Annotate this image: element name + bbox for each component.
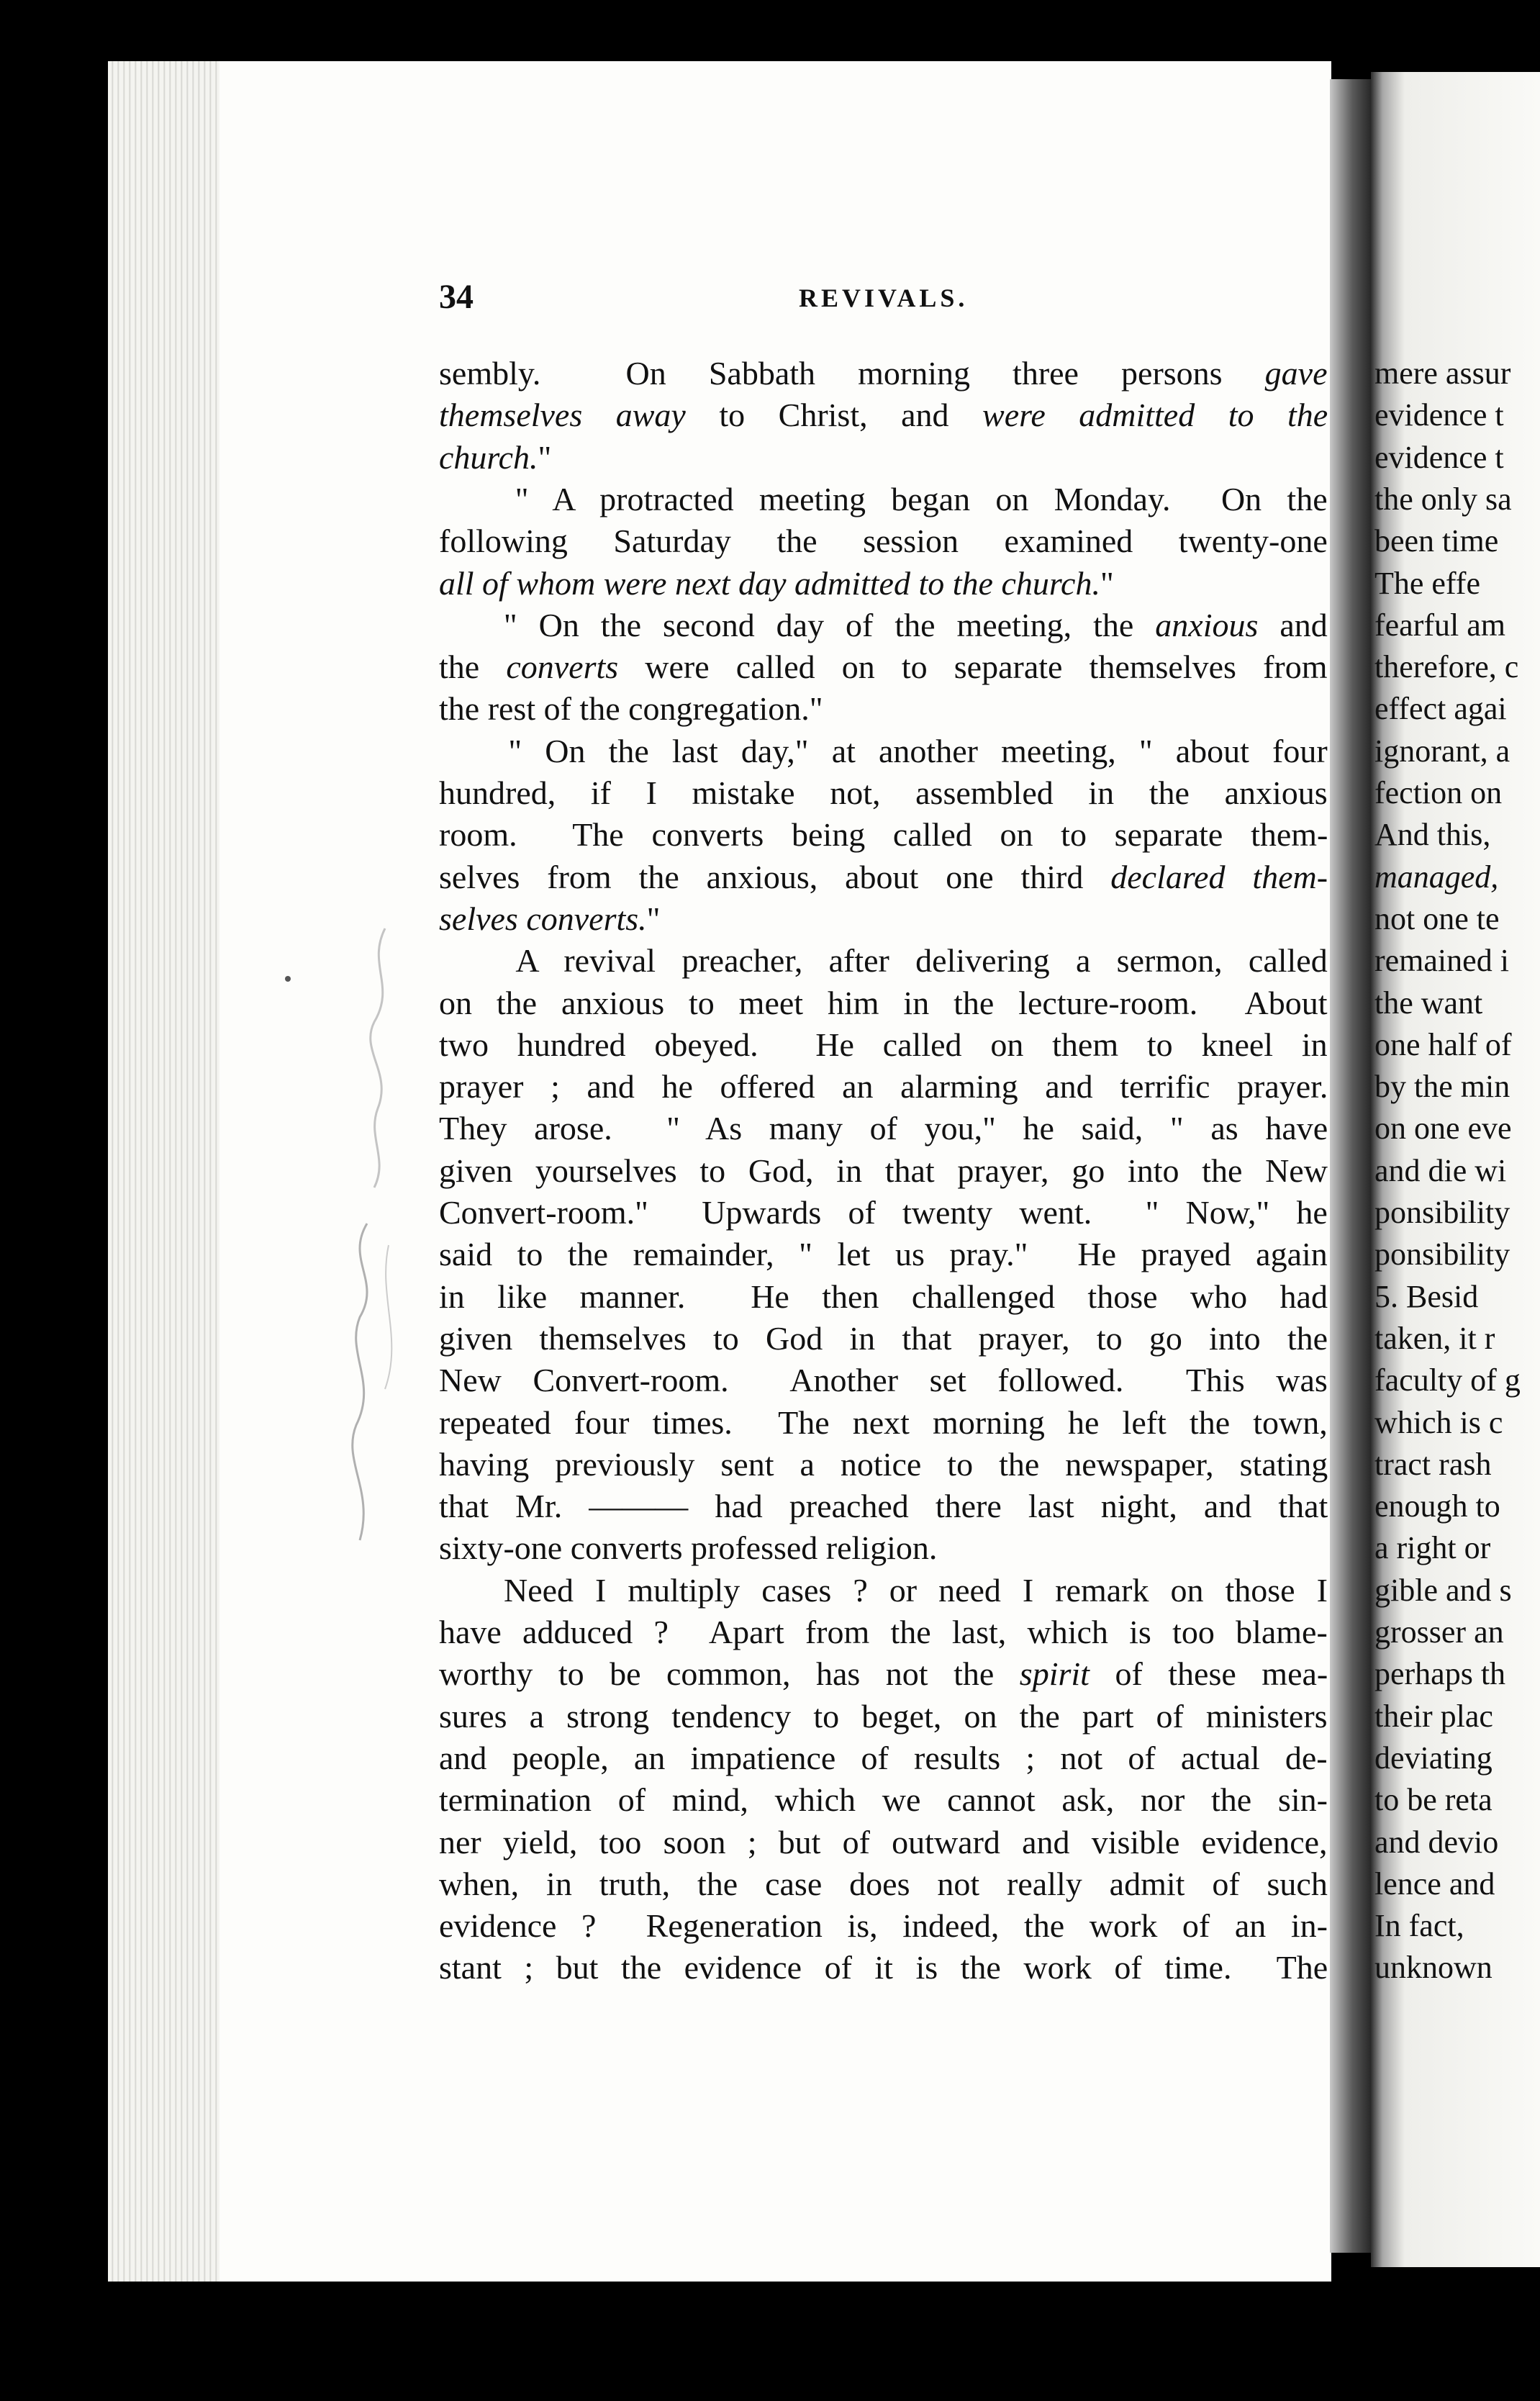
text-segment: ponsibility bbox=[1374, 1236, 1510, 1272]
text-line bbox=[439, 1947, 1328, 1989]
right-page-text-line bbox=[1374, 605, 1505, 646]
right-page-text-line bbox=[1374, 1234, 1510, 1275]
text-segment: ponsibility bbox=[1374, 1195, 1510, 1230]
text-line bbox=[439, 1066, 1328, 1108]
right-page-text-line bbox=[1374, 1696, 1493, 1737]
text-segment: grosser an bbox=[1374, 1614, 1504, 1650]
text-line bbox=[439, 1653, 1328, 1695]
text-segment: " bbox=[1100, 564, 1114, 602]
text-segment: tract rash bbox=[1374, 1446, 1492, 1482]
text-line bbox=[439, 814, 1328, 856]
text-segment: sixty-one converts professed religion. bbox=[439, 1529, 938, 1567]
right-page-text-line bbox=[1374, 1570, 1512, 1611]
text-segment: following Saturday the session examined twenty-one bbox=[439, 523, 1328, 560]
right-page-text-line bbox=[1374, 772, 1502, 814]
text-segment: Convert-room." Upwards of twenty went. " Now," he bbox=[439, 1194, 1328, 1231]
text-segment: when, in truth, the case does not really admit of such bbox=[439, 1865, 1328, 1902]
right-page-text-line bbox=[1374, 856, 1498, 898]
text-segment: " On the last day," at another meeting, " about four bbox=[439, 732, 1328, 769]
text-segment: fearful am bbox=[1374, 607, 1505, 643]
right-page-text-line bbox=[1374, 731, 1510, 772]
italic-text: converts bbox=[506, 648, 619, 686]
text-segment: been time bbox=[1374, 523, 1499, 559]
right-page-text-line bbox=[1374, 1276, 1478, 1318]
page-header bbox=[439, 277, 1328, 320]
text-segment: to be reta bbox=[1374, 1782, 1493, 1818]
text-line bbox=[439, 688, 823, 730]
text-segment: have adduced ? Apart from the last, which is too blame- bbox=[439, 1614, 1328, 1650]
right-page-text-line bbox=[1374, 1150, 1506, 1192]
text-segment: The effe bbox=[1374, 565, 1480, 601]
text-line bbox=[439, 520, 1328, 562]
right-page-text-line bbox=[1374, 1737, 1493, 1779]
text-segment: remained i bbox=[1374, 943, 1509, 979]
text-segment: a right or bbox=[1374, 1530, 1491, 1566]
text-line bbox=[439, 856, 1328, 898]
right-page-text-line bbox=[1374, 563, 1480, 605]
text-segment: the bbox=[439, 648, 507, 686]
text-line bbox=[439, 731, 1328, 772]
text-segment: the want bbox=[1374, 985, 1483, 1021]
text-line bbox=[439, 353, 1328, 394]
right-page-text-line bbox=[1374, 688, 1507, 730]
text-segment: effect agai bbox=[1374, 691, 1507, 727]
right-page-text-line bbox=[1374, 1779, 1493, 1821]
text-segment: said to the remainder, " let us pray." He prayed again bbox=[439, 1236, 1328, 1273]
right-page-text-line bbox=[1374, 1066, 1510, 1108]
text-line bbox=[439, 1402, 1328, 1444]
text-line bbox=[439, 1150, 1328, 1192]
italic-text: church. bbox=[439, 438, 538, 476]
right-page-text-line bbox=[1374, 1108, 1512, 1149]
running-title: REVIVALS. bbox=[799, 284, 969, 312]
text-segment: worthy to be common, has not the bbox=[439, 1655, 1020, 1693]
right-page-text-line bbox=[1374, 1318, 1495, 1360]
text-line bbox=[439, 1444, 1328, 1486]
page-number: 34 bbox=[439, 278, 474, 316]
text-line bbox=[439, 1108, 1328, 1149]
right-page-text-line bbox=[1374, 394, 1504, 436]
text-segment: the rest of the congregation." bbox=[439, 690, 823, 728]
text-segment: on one eve bbox=[1374, 1111, 1512, 1147]
text-line bbox=[439, 1779, 1328, 1821]
text-segment: " A protracted meeting began on Monday. On the bbox=[439, 480, 1328, 517]
text-line bbox=[439, 1696, 1328, 1737]
right-page-text-line bbox=[1374, 1402, 1503, 1444]
text-line bbox=[439, 563, 1114, 605]
text-line bbox=[439, 898, 660, 940]
right-page-text-line bbox=[1374, 814, 1490, 856]
right-page-text-line bbox=[1374, 1192, 1510, 1234]
text-line bbox=[439, 479, 1328, 520]
right-page-text-line bbox=[1374, 1024, 1512, 1066]
text-line bbox=[439, 1192, 1328, 1234]
italic-text: anxious bbox=[1155, 606, 1259, 643]
right-page-text-line bbox=[1374, 1653, 1505, 1695]
text-segment: that Mr. ——— had preached there last night, and that bbox=[439, 1488, 1328, 1525]
text-segment: selves from the anxious, about one third bbox=[439, 858, 1111, 895]
text-segment: repeated four times. The next morning he left the town, bbox=[439, 1403, 1328, 1441]
text-line bbox=[439, 1486, 1328, 1527]
text-segment: They arose. " As many of you," he said, " as have bbox=[439, 1110, 1328, 1147]
text-line bbox=[439, 1360, 1328, 1401]
text-line bbox=[439, 940, 1328, 982]
text-segment: evidence t bbox=[1374, 439, 1504, 475]
italic-text: gave bbox=[1264, 355, 1328, 392]
text-segment: hundred, if I mistake not, assembled in the anxious bbox=[439, 774, 1328, 811]
text-segment: unknown bbox=[1374, 1950, 1493, 1986]
text-segment: ignorant, a bbox=[1374, 733, 1510, 769]
text-line bbox=[439, 394, 1328, 436]
text-segment: of these mea- bbox=[1089, 1655, 1328, 1693]
text-line bbox=[439, 772, 1328, 814]
text-line bbox=[439, 1611, 1328, 1653]
pencil-annotation bbox=[317, 921, 439, 1555]
right-page-text-line bbox=[1374, 898, 1500, 940]
text-segment: and people, an impatience of results ; not of actual de- bbox=[439, 1739, 1328, 1776]
text-line bbox=[439, 1863, 1328, 1905]
text-segment: were called on to separate themselves from bbox=[618, 648, 1328, 686]
text-segment: sures a strong tendency to beget, on the part of ministers bbox=[439, 1697, 1328, 1735]
text-line bbox=[439, 1822, 1328, 1863]
body-text bbox=[439, 353, 1335, 2008]
text-segment: mere assur bbox=[1374, 356, 1511, 391]
italic-text: managed, bbox=[1374, 859, 1499, 895]
page-edges bbox=[108, 61, 219, 2282]
text-segment: one half of bbox=[1374, 1026, 1512, 1062]
text-line bbox=[439, 1905, 1328, 1947]
right-page-text-line bbox=[1374, 1905, 1464, 1947]
italic-text: all of whom were next day admitted to the church. bbox=[439, 564, 1100, 602]
text-segment: in like manner. He then challenged those who had bbox=[439, 1278, 1328, 1315]
text-segment: ner yield, too soon ; but of outward and visible evidence, bbox=[439, 1823, 1328, 1860]
text-segment: their plac bbox=[1374, 1698, 1493, 1734]
text-line bbox=[439, 437, 551, 479]
text-line bbox=[439, 982, 1328, 1024]
right-page-text-line bbox=[1374, 982, 1482, 1024]
right-page-text-line bbox=[1374, 1863, 1495, 1905]
text-segment: deviating bbox=[1374, 1740, 1493, 1776]
text-segment: enough to bbox=[1374, 1488, 1500, 1524]
text-segment: gible and s bbox=[1374, 1572, 1512, 1608]
text-line bbox=[439, 1234, 1328, 1275]
right-page-text-line bbox=[1374, 1611, 1504, 1653]
text-segment: fection on bbox=[1374, 775, 1503, 810]
right-page-text-line bbox=[1374, 1527, 1490, 1569]
italic-text: declared them- bbox=[1110, 858, 1328, 895]
italic-text: spirit bbox=[1019, 1655, 1090, 1693]
text-segment: termination of mind, which we cannot ask, nor the sin- bbox=[439, 1781, 1328, 1819]
text-segment: And this, bbox=[1374, 817, 1491, 853]
right-page-text-line bbox=[1374, 646, 1518, 688]
text-line bbox=[439, 605, 1328, 646]
text-segment: stant ; but the evidence of it is the work of time. The bbox=[439, 1949, 1328, 1986]
text-segment: New Convert-room. Another set followed. This was bbox=[439, 1362, 1328, 1399]
right-page-text-line bbox=[1374, 1822, 1498, 1863]
right-page-text-line bbox=[1374, 520, 1498, 562]
right-page bbox=[1371, 72, 1540, 2267]
text-segment: and bbox=[1258, 606, 1328, 643]
text-segment: Need I multiply cases ? or need I remark on those I bbox=[439, 1571, 1328, 1609]
italic-text: themselves away bbox=[439, 397, 686, 434]
text-segment: " On the second day of the meeting, the bbox=[439, 606, 1156, 643]
text-segment: room. The converts being called on to separate them- bbox=[439, 816, 1328, 854]
text-segment: 5. Besid bbox=[1374, 1278, 1479, 1314]
text-line bbox=[439, 1570, 1328, 1611]
text-segment: taken, it r bbox=[1374, 1320, 1495, 1356]
right-page-text-line bbox=[1374, 1360, 1521, 1401]
text-segment: which is c bbox=[1374, 1404, 1503, 1440]
right-page-text-line bbox=[1374, 1486, 1500, 1527]
text-line bbox=[439, 1737, 1328, 1779]
text-segment: and devio bbox=[1374, 1824, 1499, 1860]
text-segment: prayer ; and he offered an alarming and terrific prayer. bbox=[439, 1068, 1328, 1105]
text-line bbox=[439, 1527, 937, 1569]
right-page-text-line bbox=[1374, 1947, 1493, 1989]
text-segment: A revival preacher, after delivering a sermon, called bbox=[439, 942, 1328, 980]
text-segment: sembly. On Sabbath morning three persons bbox=[439, 355, 1265, 392]
right-page-text-line bbox=[1374, 437, 1504, 479]
text-line bbox=[439, 1318, 1328, 1360]
italic-text: selves converts. bbox=[439, 900, 647, 937]
text-segment: given themselves to God in that prayer, to go into the bbox=[439, 1319, 1328, 1357]
text-line bbox=[439, 1276, 1328, 1318]
text-segment: and die wi bbox=[1374, 1152, 1507, 1188]
pencil-dot bbox=[281, 972, 295, 986]
text-line bbox=[439, 646, 1328, 688]
text-segment: not one te bbox=[1374, 900, 1500, 936]
text-line bbox=[439, 1024, 1328, 1066]
text-segment: by the min bbox=[1374, 1069, 1510, 1105]
text-segment: lence and bbox=[1374, 1866, 1495, 1902]
text-segment: perhaps th bbox=[1374, 1656, 1506, 1692]
text-segment: evidence t bbox=[1374, 397, 1504, 433]
text-segment: faculty of g bbox=[1374, 1362, 1521, 1398]
right-page-text-line bbox=[1374, 940, 1509, 982]
text-segment: having previously sent a notice to the newspaper, stating bbox=[439, 1445, 1328, 1483]
text-segment: " bbox=[538, 438, 552, 476]
italic-text: were admitted to the bbox=[982, 397, 1328, 434]
text-segment: two hundred obeyed. He called on them to kneel in bbox=[439, 1026, 1328, 1063]
text-segment: therefore, c bbox=[1374, 649, 1519, 685]
right-page-text-line bbox=[1374, 353, 1510, 394]
text-segment: evidence ? Regeneration is, indeed, the work of an in- bbox=[439, 1907, 1328, 1945]
text-segment: the only sa bbox=[1374, 481, 1512, 517]
right-page-text-line bbox=[1374, 1444, 1491, 1486]
text-segment: to Christ, and bbox=[685, 397, 983, 434]
text-segment: In fact, bbox=[1374, 1908, 1464, 1944]
text-segment: " bbox=[646, 900, 661, 937]
right-page-text-line bbox=[1374, 479, 1512, 520]
text-segment: given yourselves to God, in that prayer, go into the New bbox=[439, 1152, 1328, 1189]
text-segment: on the anxious to meet him in the lecture-room. About bbox=[439, 984, 1328, 1021]
